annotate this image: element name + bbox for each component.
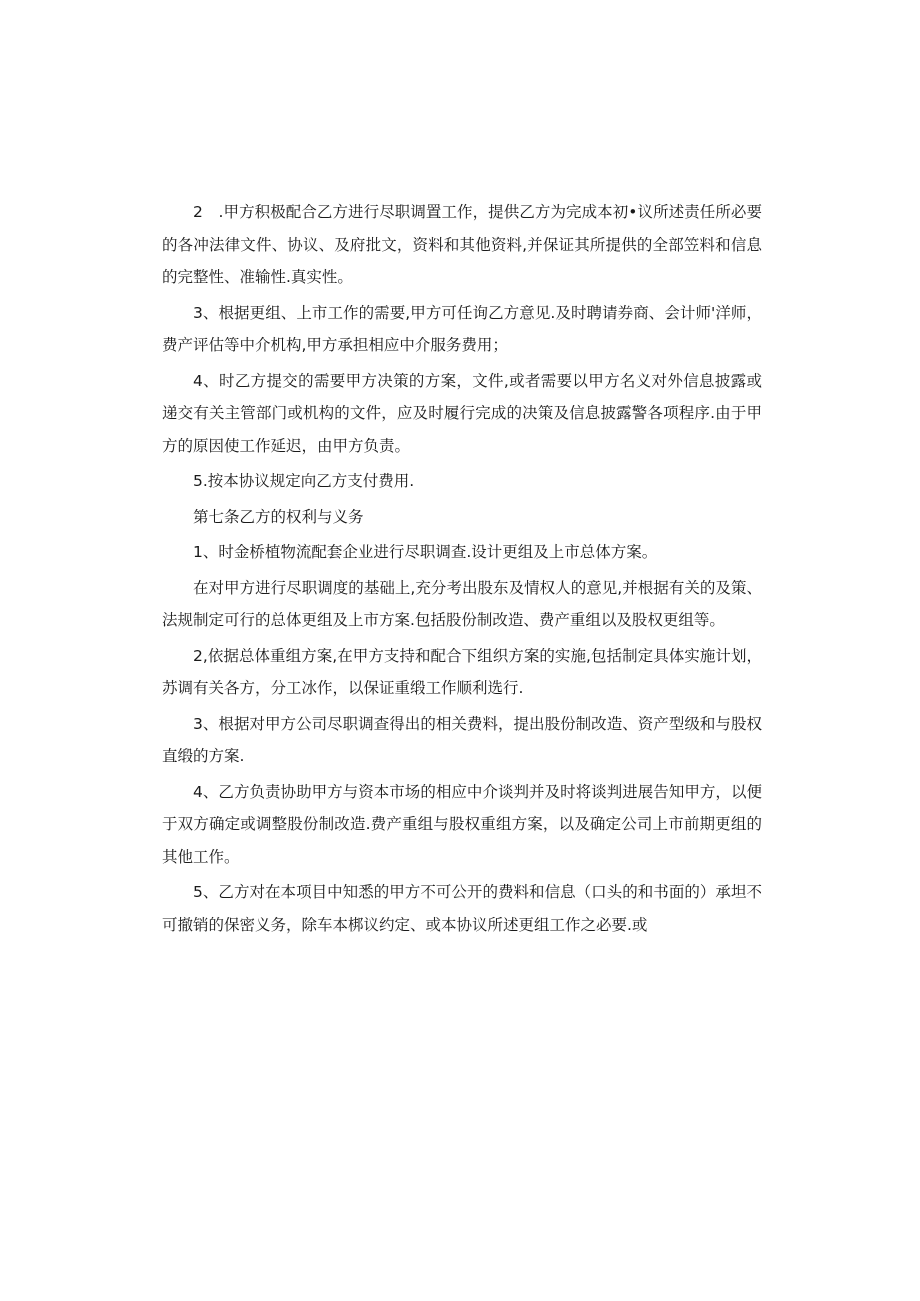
paragraph-clause-5: 5.按本协议规定向乙方支付费用. [193, 472, 415, 490]
paragraph-clause-2: 2 .甲方积极配合乙方进行尽职调置工作，提供乙方为完成本初•议所述责任所必要的各冲法律文件、协议、及府批文，资料和其他资料,并保证其所提供的全部笠料和信息的完整性、准输性.真实性。 [162, 203, 762, 286]
paragraph-duty-2: 2,依据总体重组方案,在甲方支持和配合下组织方案的实施,包括制定具体实施计划，苏调有关各方，分工冰作，以保证重缎工作顺利选行. [162, 646, 762, 697]
paragraph-duty-1: 1、时金桥植物流配套企业进行尽职调查.设计更组及上市总体方案。 [193, 543, 658, 561]
paragraph-duty-4: 4、乙方负责协助甲方与资本市场的相应中介谈判并及时将谈判进展告知甲方，以便于双方确定或调整股份制改造.费产重组与股权重组方案，以及确定公司上市前期更组的其他工作。 [162, 782, 762, 866]
paragraph-duty-1-detail: 在对甲方进行尽职调度的基础上,充分考出股东及情权人的意见,并根据有关的及策、法规制定可行的总体更组及上市方案.包括股份制改造、费产重组以及股权更组等。 [162, 578, 762, 629]
article-seven-heading: 第七条乙方的权利与义务 [193, 507, 364, 526]
document-body [162, 196, 762, 944]
paragraph-clause-4: 4、时乙方提交的需要甲方决策的方案，文件,或者需要以甲方名义对外信息披露或递交有关主管部门或机构的文件，应及时履行完成的决策及信息披露警各项程序.由于甲方的原因使工作延迟，由甲方负责。 [162, 371, 762, 455]
paragraph-duty-5: 5、乙方对在本项目中知悉的甲方不可公开的费料和信息（口头的和书面的）承坦不可撤销的保密义务，除车本梆议约定、或本协议所述更组工作之必要.或 [162, 883, 762, 934]
paragraph-clause-3: 3、根据更组、上市工作的需要,甲方可任询乙方意见.及时聘请券商、会计师'洋师，费产评估等中介机构,甲方承担相应中介服务费用； [162, 303, 762, 354]
paragraph-duty-3: 3、根据对甲方公司尽职调查得出的相关费料，提出股份制改造、资产型级和与股权直缎的方案. [162, 714, 762, 765]
